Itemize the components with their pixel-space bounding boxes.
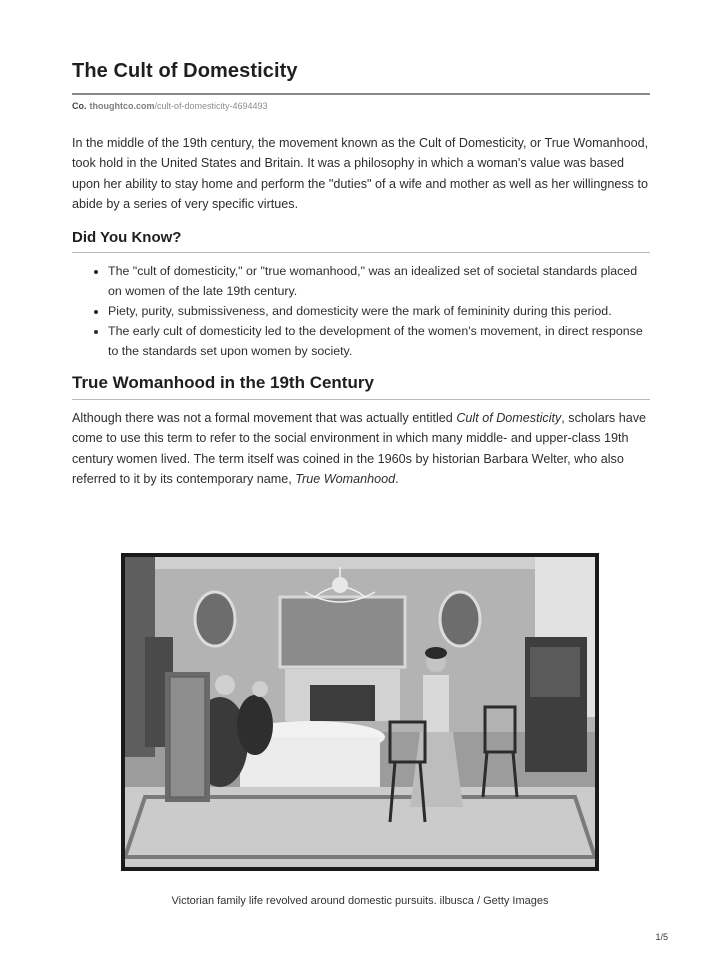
list-item: • The "cult of domesticity," or "true womanhood," was an idealized set of societal standards placed on women of the late 19th century. — [108, 261, 650, 301]
title-divider — [72, 93, 650, 95]
section-heading: True Womanhood in the 19th Century — [72, 372, 374, 392]
intro-paragraph: In the middle of the 19th century, the movement known as the Cult of Domesticity, or True Womanhood, took hold in the United States and Britain. It was a philosophy in which a woman's value was based upon her ability to stay home and perform the "duties" of a wife and mother as well as her willingness to abide by a series of very specific virtues. — [72, 136, 649, 212]
page-title: The Cult of Domesticity — [72, 60, 298, 82]
section-divider — [72, 252, 650, 253]
page-number: 1/5 — [655, 932, 668, 942]
paragraph-text: Although there was not a formal movement that was actually entitled — [72, 410, 457, 425]
section-divider — [72, 399, 650, 400]
emphasis-cult: Cult of Domesticity — [456, 410, 562, 425]
article — [72, 60, 650, 490]
section-paragraph — [72, 408, 650, 490]
victorian-interior-photo — [121, 553, 599, 871]
photo-caption: Victorian family life revolved around domestic pursuits. ilbusca / Getty Images — [171, 895, 549, 907]
victorian-room-illustration — [125, 557, 595, 867]
did-you-know-list — [72, 261, 650, 361]
list-item: • The early cult of domesticity led to the development of the women's movement, in direct response to the standards set upon women by society. — [108, 321, 650, 361]
source-domain[interactable]: thoughtco.com — [89, 101, 155, 111]
paragraph-text: . — [395, 472, 399, 487]
source-line — [72, 101, 650, 111]
list-item: • Piety, purity, submissiveness, and domesticity were the mark of femininity during this period. — [108, 301, 650, 321]
thoughtco-logo-icon: Co. — [72, 101, 87, 111]
did-you-know-heading: Did You Know? — [72, 228, 182, 246]
paragraph-text: , scholars have come to use this term to refer to the social environment in which many middle- and upper-class 19th century women lived. The term itself was coined in the 1960s by historian Barbara Welter, who also referred to it by its contemporary name, — [72, 410, 646, 487]
emphasis-true-womanhood: True Womanhood — [295, 472, 396, 487]
source-path[interactable]: /cult-of-domesticity-4694493 — [154, 101, 268, 111]
